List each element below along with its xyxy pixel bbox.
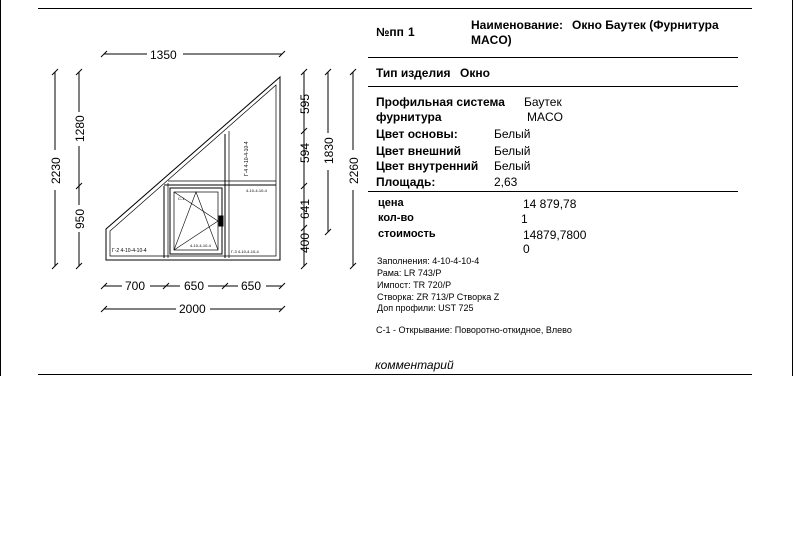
base-color-value: Белый <box>494 127 531 141</box>
outer-color-value: Белый <box>494 144 531 158</box>
detail-impost: Импост: TR 720/P <box>377 280 452 290</box>
sash-handle <box>219 216 223 226</box>
upper-glass-label: 4-10-4-10-4 <box>246 188 267 193</box>
profile-label: Профильная система <box>376 95 505 109</box>
dim-left-lower-label: 950 <box>73 208 87 229</box>
cost-label: стоимость <box>378 228 436 240</box>
dim-bottom-3-label: 650 <box>241 279 262 293</box>
comment-label: комментарий <box>375 358 454 372</box>
sash-label: С-1 <box>178 196 185 201</box>
outer-color-label: Цвет внешний <box>376 144 462 158</box>
qty-value: 1 <box>521 212 528 226</box>
price-value: 14 879,78 <box>523 197 577 211</box>
order-label: №пп <box>376 25 404 39</box>
cost-value-line2: 0 <box>523 242 530 256</box>
name-label: Наименование: <box>471 18 564 32</box>
detail-sash: Створка: ZR 713/P Створка Z <box>377 292 500 302</box>
qty-label: кол-во <box>378 212 414 224</box>
dim-right-a-mid-label: 594 <box>298 142 312 163</box>
area-value: 2,63 <box>494 175 518 189</box>
detail-frame: Рама: LR 743/P <box>377 268 442 278</box>
dim-bottom-1-label: 700 <box>125 279 146 293</box>
opening-description: С-1 - Открывание: Поворотно-откидное, Влево <box>376 325 572 335</box>
fittings-label: фурнитура <box>376 110 442 124</box>
bottom-border-line <box>38 374 752 375</box>
name-value-line2: MACO) <box>471 33 512 47</box>
fittings-value: MACO <box>527 110 563 124</box>
page-frame-right <box>792 0 793 376</box>
dim-top-label: 1350 <box>150 48 177 62</box>
dim-right-c-label: 2260 <box>347 157 361 184</box>
dim-bottom-2-label: 650 <box>184 279 205 293</box>
glass-label-3: Г-3 4-10-4-10-4 <box>231 249 259 254</box>
profile-value: Баутек <box>524 95 562 109</box>
sash-glass-label: 4-10-4-10-4 <box>190 243 211 248</box>
dim-left-upper-label: 1280 <box>73 115 87 142</box>
divider-after-name <box>368 57 738 58</box>
cost-value: 14879,7800 <box>523 228 587 242</box>
detail-extra-profiles: Доп профили: UST 725 <box>377 303 474 313</box>
name-value: Окно Баутек (Фурнитура <box>572 18 719 32</box>
product-type-value: Окно <box>460 66 490 80</box>
dim-right-b-label: 1830 <box>322 137 336 164</box>
dim-left-total-label: 2230 <box>49 157 63 184</box>
inner-color-value: Белый <box>494 159 531 173</box>
glass-label-2: Г-4 4-10-4-10-4 <box>244 141 250 176</box>
base-color-label: Цвет основы: <box>376 127 458 141</box>
window-drawing <box>0 0 370 330</box>
window-frame-inner <box>110 85 276 256</box>
dim-bottom-total-label: 2000 <box>179 302 206 316</box>
order-value: 1 <box>408 25 415 39</box>
dim-right-a-top-label: 595 <box>298 93 312 114</box>
divider-after-specs <box>368 191 738 192</box>
divider-after-type <box>368 86 738 87</box>
price-label: цена <box>378 197 404 209</box>
area-label: Площадь: <box>376 175 436 189</box>
detail-fill: Заполнения: 4-10-4-10-4 <box>377 256 480 266</box>
dim-right-a-base-label: 400 <box>298 232 312 253</box>
dim-right-a-bot-label: 641 <box>298 198 312 219</box>
inner-color-label: Цвет внутренний <box>376 159 479 173</box>
glass-label-1: Г-2 4-10-4-10-4 <box>112 248 147 254</box>
product-type-label: Тип изделия <box>376 66 451 80</box>
